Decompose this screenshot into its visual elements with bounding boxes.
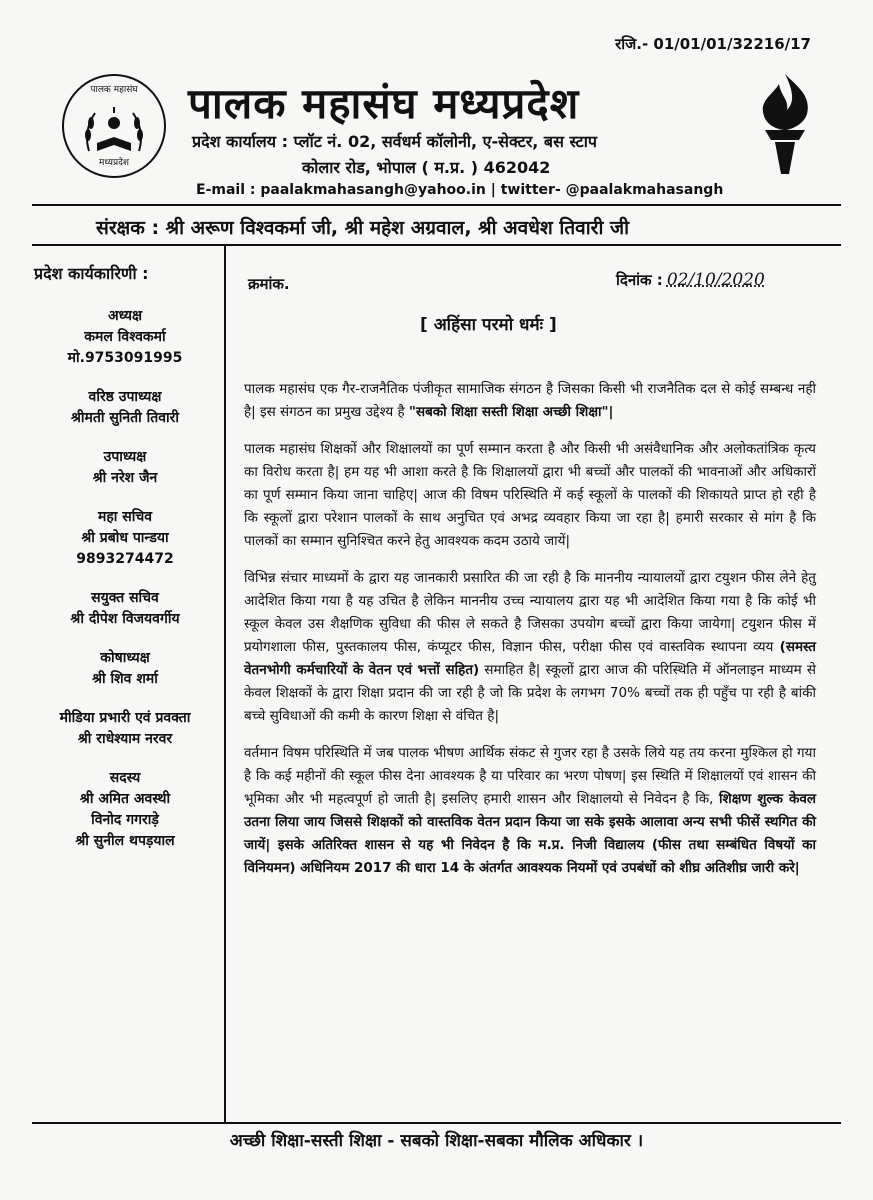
letter-body <box>244 378 816 894</box>
member-role: सदस्य <box>109 770 141 786</box>
paragraph-text: विभिन्न संचार माध्यमों के द्वारा यह जानकारी प्रसारित की जा रही है कि माननीय न्यायालयों द्वारा टयुशन फीस लेने हेतु आदेशित किया गया है यह उचित है लेकिन माननीय उच्च न्यायालय द्वारा यह भी आदेशित किया गया है कि कोई भी स्कूल केवल उस शैक्षणिक सुविधा की फीस ले सकते है जिसका उपयोग बच्चों द्वारा किया जायेगा| टयुशन फीस में प्रयोगशाला फीस, पुस्तकालय फीस, कंप्यूटर फीस, विज्ञान फीस, परीक्षा फीस एवं वास्तविक स्थापना व्यय <box>244 570 816 655</box>
member-name: श्रीमती सुनिती तिवारी <box>70 410 180 426</box>
member-name: श्री प्रबोध पान्डया <box>81 530 169 546</box>
paragraph-bold-text: शिक्षण शुल्क केवल उतना लिया जाय जिससे शिक्षकों को वास्तविक वेतन प्रदान किया जा सके इसके आलावा अन्य सभी फीसें स्थगित की जायें| इसके अतिरिक्त शासन से यह भी निवेदन है कि म.प्र. निजी विद्यालय (फीस तथा सम्बंधित विषयों का विनियमन) अधिनियम 2017 की धारा 14 के अंतर्गत आवश्यक नियमों एवं उपबंधों को शीघ्र अतिशीघ्र जारी करे| <box>244 791 816 876</box>
date-label: दिनांक : <box>616 271 663 289</box>
committee-member <box>30 507 220 570</box>
registration-number: रजि.- 01/01/01/32216/17 <box>615 35 811 53</box>
paragraph <box>244 742 816 880</box>
committee-member <box>30 447 220 489</box>
organization-logo <box>62 74 166 178</box>
paragraph-bold-text: (समस्त वेतनभोगी कर्मचारियों के वेतन एवं भत्तों सहित) <box>244 639 816 678</box>
sidebar-heading: प्रदेश कार्यकारिणी : <box>34 264 149 283</box>
member-role: उपाध्यक्ष <box>103 449 147 465</box>
logo-bottom-text: मध्यप्रदेश <box>98 158 129 168</box>
member-role: महा सचिव <box>97 509 153 525</box>
address-line-1: प्रदेश कार्यालय : प्लॉट नं. 02, सर्वधर्म कॉलोनी, ए-सेक्टर, बस स्टाप <box>192 132 597 151</box>
footer-slogan: अच्छी शिक्षा-सस्ती शिक्षा - सबको शिक्षा-सबका मौलिक अधिकार । <box>229 1131 644 1151</box>
member-name: श्री अमित अवस्थी <box>79 791 171 807</box>
committee-member <box>30 768 220 852</box>
member-role: सयुक्त सचिव <box>91 590 159 606</box>
date-field <box>616 270 765 290</box>
member-name: विनोद गगराड़े <box>91 812 159 828</box>
reference-label: क्रमांक. <box>248 275 290 293</box>
book-wreath-icon <box>79 101 149 159</box>
member-role: वरिष्ठ उपाध्यक्ष <box>88 389 162 405</box>
member-phone: 9893274472 <box>76 551 174 567</box>
organization-title: पालक महासंघ मध्यप्रदेश <box>188 79 580 128</box>
committee-member <box>30 708 220 750</box>
paragraph-text: पालक महासंघ एक गैर-राजनैतिक पंजीकृत सामाजिक संगठन है जिसका किसी भी राजनैतिक दल से कोई सम्बन्ध नही है| इस संगठन का प्रमुख उद्देश्य है <box>244 381 816 420</box>
patrons-line: संरक्षक : श्री अरूण विश्वकर्मा जी, श्री महेश अग्रवाल, श्री अवधेश तिवारी जी <box>96 217 629 239</box>
address-line-2: कोलार रोड, भोपाल ( म.प्र. ) 462042 <box>302 158 551 177</box>
paragraph-text: वर्तमान विषम परिस्थिति में जब पालक भीषण आर्थिक संकट से गुजर रहा है उसके लिये यह तय करना मुश्किल हो गया है कि कई महीनों की स्कूल फीस देना आवश्यक है या परिवार का भरण पोषण| इस स्थिति में शिक्षालयों एवं शासन की भूमिका और भी महत्वपूर्ण हो जाती है| इसलिए हमारी शासन और शिक्षालयो से निवेदन है कि, <box>244 745 816 807</box>
paragraph-bold-text: "सबको शिक्षा सस्ती शिक्षा अच्छी शिक्षा"| <box>408 404 614 420</box>
header-divider <box>32 204 841 206</box>
date-value: 02/10/2020 <box>666 270 765 290</box>
contact-line: E-mail : paalakmahasangh@yahoo.in | twitter- @paalakmahasangh <box>196 182 724 198</box>
member-role: अध्यक्ष <box>107 308 143 324</box>
member-name: श्री नरेश जैन <box>92 470 158 486</box>
paragraph <box>244 378 816 424</box>
member-role: मीडिया प्रभारी एवं प्रवक्ता <box>59 710 191 726</box>
member-role: कोषाध्यक्ष <box>100 650 150 666</box>
executive-committee-sidebar <box>30 262 220 870</box>
member-phone: मो.9753091995 <box>67 350 183 366</box>
member-name: श्री दीपेश विजयवर्गीय <box>70 611 180 627</box>
logo-top-text: पालक महासंघ <box>90 85 138 95</box>
member-name: श्री शिव शर्मा <box>92 671 158 687</box>
paragraph-text: समाहित है| स्कूलों द्वारा आज की परिस्थिति में ऑनलाइन माध्यम से केवल शिक्षकों के द्वारा शिक्षा प्रदान की जा रही है जो कि प्रदेश के लगभग 70% बच्चों तक ही पहुँच पा रही है बांकी बच्चे सुविधाओं की कमी के कारण शिक्षा से वंचित है| <box>244 662 816 724</box>
sidebar-divider <box>224 246 226 1122</box>
paragraph <box>244 567 816 728</box>
torch-icon <box>749 70 821 180</box>
patrons-divider <box>32 244 841 246</box>
member-name: श्री सुनील थपड़याल <box>75 833 175 849</box>
footer-divider <box>32 1122 841 1124</box>
committee-member <box>30 306 220 369</box>
committee-member <box>30 387 220 429</box>
motto: [ अहिंसा परमो धर्मः ] <box>420 315 557 335</box>
paragraph: पालक महासंघ शिक्षकों और शिक्षालयों का पूर्ण सम्मान करता है और किसी भी असंवैधानिक और अलोकतांत्रिक कृत्य का विरोध करता है| हम यह भी आशा करते है कि शिक्षालयों द्वारा भी बच्चों और पालकों की भावनाओं और अधिकारों का पूर्ण सम्मान किया जाना चाहिए| आज की विषम परिस्थिति में कई स्कूलों के पालकों की शिकायते प्राप्त हो रही है कि स्कूलों द्वारा परेशान पालकों के साथ अनुचित एवं अभद्र व्यवहार किया जा रहा है| हमारी सरकार से मांग है कि पालकों का सम्मान सुनिश्चित करने हेतु आवश्यक कदम उठाये जायें| <box>244 441 816 549</box>
member-name: कमल विश्वकर्मा <box>84 329 166 345</box>
committee-member <box>30 588 220 630</box>
committee-member <box>30 648 220 690</box>
member-name: श्री राधेश्याम नरवर <box>77 731 173 747</box>
